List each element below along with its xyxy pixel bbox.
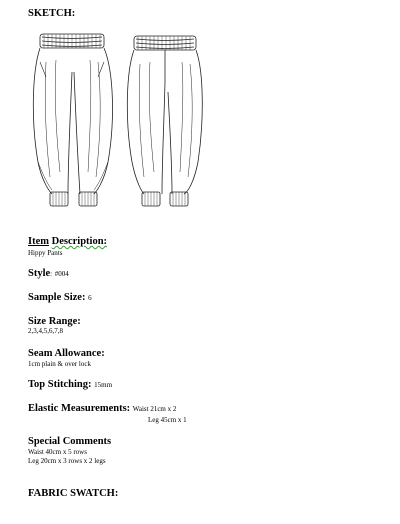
top-stitching-label: Top Stitching: bbox=[28, 379, 92, 390]
style-row: Style: #004 bbox=[28, 268, 69, 279]
sample-size-value: 6 bbox=[88, 294, 92, 302]
fabric-swatch-heading: FABRIC SWATCH: bbox=[28, 488, 119, 499]
size-range-value: 2,3,4,5,6,7,8 bbox=[28, 327, 63, 335]
special-comments-line1: Waist 40cm x 5 rows bbox=[28, 448, 87, 456]
elastic-measurements-line1: Waist 21cm x 2 bbox=[132, 405, 177, 413]
pants-back-sketch bbox=[124, 32, 204, 210]
special-comments-label: Special Comments bbox=[28, 436, 112, 447]
item-description-value: Hippy Pants bbox=[28, 249, 63, 257]
item-description-label: Item Description: bbox=[28, 236, 108, 247]
top-stitching-row bbox=[28, 379, 112, 390]
style-label: Style bbox=[28, 268, 51, 279]
top-stitching-value: 15mm bbox=[94, 381, 113, 389]
special-comments-line2: Leg 20cm x 3 rows x 2 legs bbox=[28, 457, 106, 465]
elastic-measurements-line2: Leg 45cm x 1 bbox=[148, 416, 187, 424]
sample-size-label: Sample Size: bbox=[28, 292, 86, 303]
style-value: #004 bbox=[54, 270, 69, 278]
sketch-heading: SKETCH: bbox=[28, 8, 76, 19]
elastic-measurements-row bbox=[28, 403, 176, 414]
seam-allowance-value: 1cm plain & over lock bbox=[28, 360, 91, 368]
pants-front-sketch bbox=[32, 32, 114, 210]
elastic-measurements-label: Elastic Measurements: bbox=[28, 403, 131, 414]
seam-allowance-label: Seam Allowance: bbox=[28, 348, 105, 359]
sample-size-row bbox=[28, 292, 92, 303]
size-range-label: Size Range: bbox=[28, 316, 81, 327]
